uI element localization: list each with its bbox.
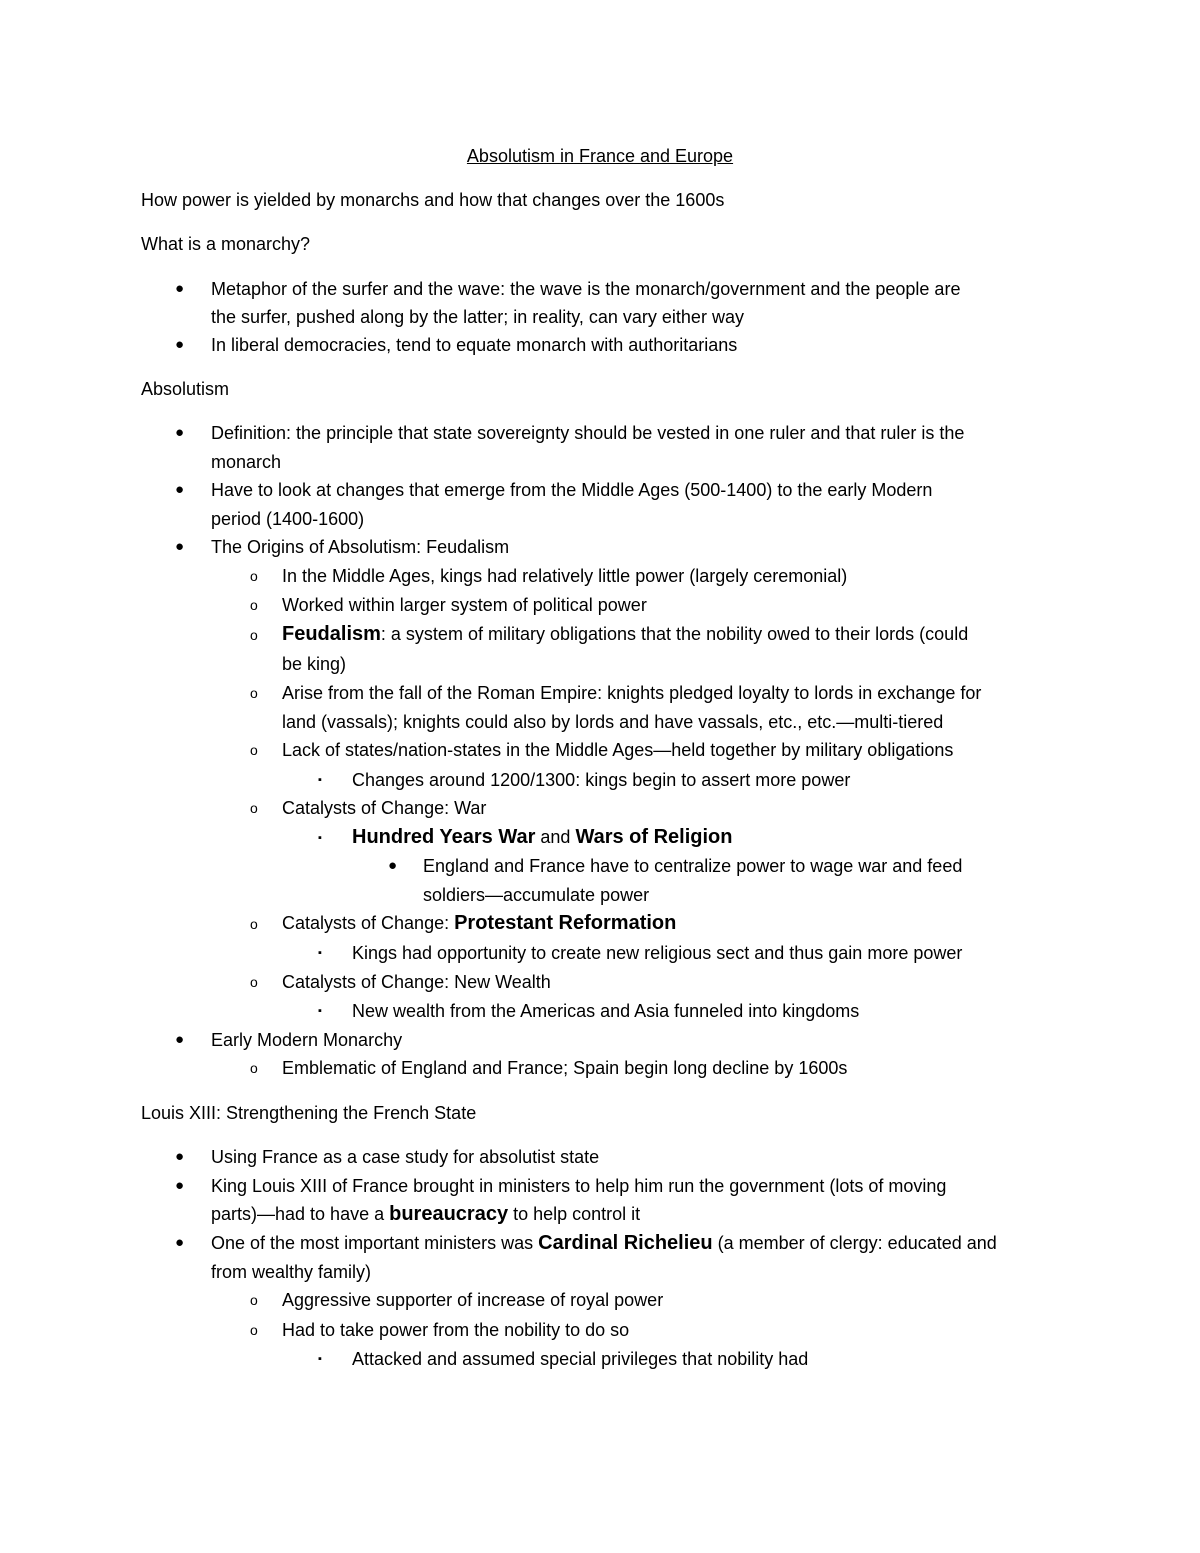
bullet-square-icon: ▪ [318,1353,322,1365]
bullet-square-icon: ▪ [318,947,322,959]
list-item: Early Modern Monarchy [211,1030,403,1050]
list-item-continuation: be king) [282,654,347,674]
bullet-circle-icon: o [250,800,258,816]
list-item: Hundred Years War and Wars of Religion [352,826,733,848]
term-bureaucracy: bureaucracy [389,1203,509,1225]
subtitle-line: How power is yielded by monarchs and how that changes over the 1600s [141,190,725,210]
list-item-continuation: monarch [211,452,282,472]
list-item: Worked within larger system of political power [282,595,647,615]
term-feudalism: Feudalism [282,623,381,645]
bullet-square-icon: ▪ [318,832,322,844]
bullet-dot-icon: ● [175,481,185,498]
list-item: Kings had opportunity to create new religious sect and thus gain more power [352,943,963,963]
bullet-dot-icon: ● [175,1234,185,1251]
bullet-circle-icon: o [250,597,258,613]
list-item: Aggressive supporter of increase of royal power [282,1290,664,1310]
list-item: Changes around 1200/1300: kings begin to assert more power [352,770,851,790]
bullet-dot-icon: ● [175,336,185,353]
list-item: Emblematic of England and France; Spain begin long decline by 1600s [282,1058,848,1078]
bullet-dot-icon: ● [388,857,398,874]
list-item-continuation: soldiers—accumulate power [423,885,650,905]
bullet-circle-icon: o [250,742,258,758]
bullet-square-icon: ▪ [318,1005,322,1017]
bullet-dot-icon: ● [175,1031,185,1048]
bullet-dot-icon: ● [175,424,185,441]
bullet-circle-icon: o [250,1060,258,1076]
list-item-continuation: parts)—had to have a bureaucracy to help control it [211,1203,641,1225]
bullet-dot-icon: ● [175,1148,185,1165]
section-heading-absolutism: Absolutism [141,379,230,399]
bullet-circle-icon: o [250,974,258,990]
list-item: Using France as a case study for absolutist state [211,1147,600,1167]
list-item: King Louis XIII of France brought in ministers to help him run the government (lots of moving [211,1176,947,1196]
term-cardinal-richelieu: Cardinal Richelieu [538,1232,713,1254]
bullet-circle-icon: o [250,685,258,701]
section-heading-louis: Louis XIII: Strengthening the French State [141,1103,477,1123]
list-item: In the Middle Ages, kings had relatively little power (largely ceremonial) [282,566,848,586]
list-item: England and France have to centralize power to wage war and feed [423,856,963,876]
bullet-circle-icon: o [250,1292,258,1308]
list-item: Catalysts of Change: Protestant Reformation [282,912,677,934]
list-item: Catalysts of Change: War [282,798,487,818]
list-item: Have to look at changes that emerge from the Middle Ages (500-1400) to the early Modern [211,480,933,500]
list-item: Lack of states/nation-states in the Middle Ages—held together by military obligations [282,740,954,760]
list-item: Catalysts of Change: New Wealth [282,972,551,992]
list-item: The Origins of Absolutism: Feudalism [211,537,510,557]
section-heading-monarchy: What is a monarchy? [141,234,311,254]
bullet-dot-icon: ● [175,1177,185,1194]
term-wars-of-religion: Wars of Religion [575,826,733,848]
list-item-continuation: period (1400-1600) [211,509,365,529]
list-item: New wealth from the Americas and Asia funneled into kingdoms [352,1001,860,1021]
bullet-circle-icon: o [250,627,258,643]
bullet-circle-icon: o [250,568,258,584]
list-item: One of the most important ministers was Cardinal Richelieu (a member of clergy: educated and [211,1232,997,1254]
list-item-continuation: land (vassals); knights could also by lords and have vassals, etc., etc.—multi-tiered [282,712,944,732]
document-title: Absolutism in France and Europe [466,146,734,166]
list-item-continuation: from wealthy family) [211,1262,372,1282]
list-item: Feudalism: a system of military obligations that the nobility owed to their lords (could [282,623,969,645]
bullet-dot-icon: ● [175,280,185,297]
bullet-circle-icon: o [250,916,258,932]
bullet-dot-icon: ● [175,538,185,555]
list-item: Definition: the principle that state sovereignty should be vested in one ruler and that ruler is the [211,423,965,443]
list-item: Had to take power from the nobility to do so [282,1320,630,1340]
list-item: Arise from the fall of the Roman Empire: knights pledged loyalty to lords in exchange for [282,683,982,703]
list-item: Metaphor of the surfer and the wave: the wave is the monarch/government and the people are [211,279,961,299]
term-protestant-reformation: Protestant Reformation [454,912,677,934]
list-item-continuation: the surfer, pushed along by the latter; in reality, can vary either way [211,307,744,327]
term-hundred-years-war: Hundred Years War [352,826,536,848]
bullet-circle-icon: o [250,1322,258,1338]
list-item: In liberal democracies, tend to equate monarch with authoritarians [211,335,738,355]
bullet-square-icon: ▪ [318,774,322,786]
list-item: Attacked and assumed special privileges that nobility had [352,1349,809,1369]
